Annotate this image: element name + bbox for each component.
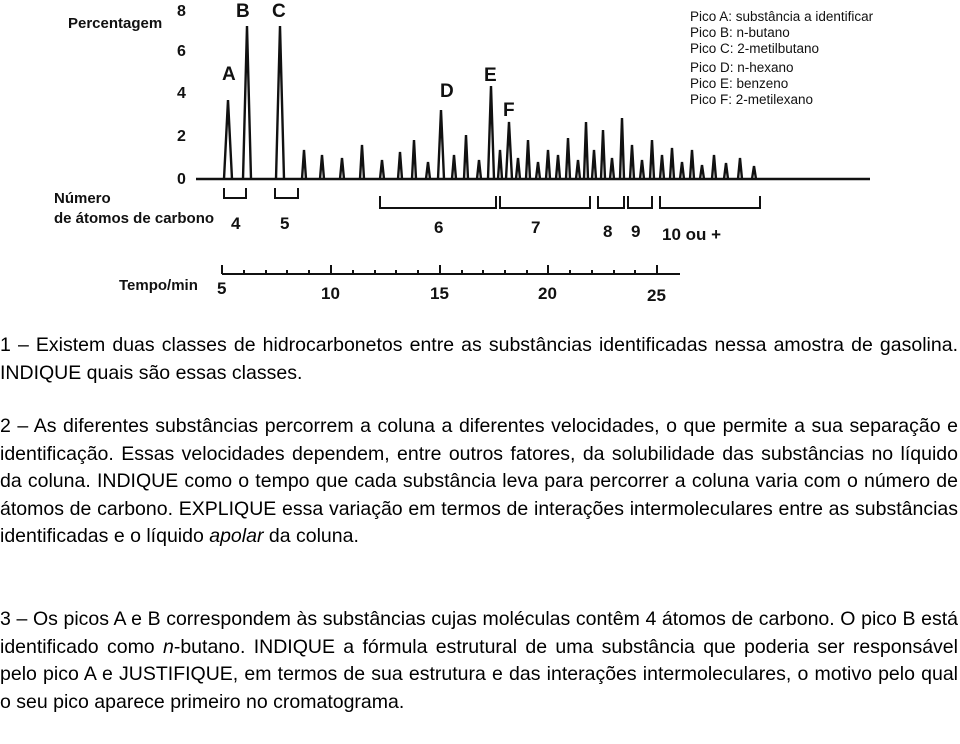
time-tick: 5	[217, 279, 227, 298]
peak-label-d: D	[440, 81, 454, 102]
carbon-number: 6	[434, 218, 444, 237]
legend-item: Pico B: n-butano	[690, 25, 790, 40]
legend-item: Pico C: 2-metilbutano	[690, 41, 820, 56]
chromatogram-figure	[0, 0, 960, 320]
time-axis	[222, 265, 680, 274]
carbon-number: 7	[531, 218, 541, 237]
question-3-text: 3 – Os picos A e B correspondem às substâncias cujas moléculas contêm 4 átomos de carbono. O pico B está identificado como	[0, 608, 958, 658]
time-tick: 10	[321, 284, 340, 303]
y-axis-label: Percentagem	[68, 15, 163, 32]
y-tick: 4	[177, 85, 186, 102]
legend-item: Pico E: benzeno	[690, 76, 789, 91]
carbon-number: 9	[631, 222, 641, 241]
peak-label-b: B	[236, 1, 250, 22]
time-tick: 15	[430, 284, 449, 303]
carbon-number: 8	[603, 222, 613, 241]
question-1	[0, 332, 958, 387]
y-tick: 8	[177, 3, 186, 20]
time-tick: 25	[647, 286, 666, 305]
peak-label-a: A	[222, 64, 236, 85]
question-2-text-end: da coluna.	[268, 525, 359, 547]
question-2-text: 2 – As diferentes substâncias percorrem a coluna a diferentes velocidades, o que permite a sua separação e identificação. Essas velocidades dependem, entre outros fatores, da solubilidade das substâncias no líquido da coluna. INDIQUE como o tempo que cada substância leva para percorrer a coluna varia com o número de átomos de carbono. EXPLIQUE essa variação em termos de interações intermoleculares entre as substâncias identificadas e o líquido	[0, 415, 958, 547]
question-3-italic: n	[162, 635, 174, 658]
legend	[690, 9, 874, 107]
legend-item: Pico A: substância a identificar	[690, 9, 874, 24]
carbon-brackets	[224, 188, 760, 208]
y-tick: 6	[177, 43, 186, 60]
y-tick: 0	[177, 171, 186, 188]
peak-label-e: E	[484, 65, 497, 86]
carbon-axis-label: de átomos de carbono	[54, 210, 215, 227]
carbon-number: 5	[280, 214, 290, 233]
carbon-number: 4	[231, 214, 241, 233]
carbon-axis-label: Número	[54, 190, 111, 207]
question-1-text: 1 – Existem duas classes de hidrocarbonetos entre as substâncias identificadas nessa amostra de gasolina. INDIQUE quais são essas classes.	[0, 334, 958, 384]
y-tick: 2	[177, 128, 186, 145]
peak-label-c: C	[272, 1, 286, 22]
time-axis-label: Tempo/min	[119, 277, 198, 294]
legend-item: Pico F: 2-metilexano	[690, 92, 814, 107]
peak-label-f: F	[503, 100, 515, 121]
carbon-number: 10 ou +	[662, 225, 722, 244]
question-2	[0, 413, 958, 551]
question-3-text-end: -butano. INDIQUE a fórmula estrutural de uma substância que poderia ser responsável pelo pico A e JUSTIFIQUE, em termos de sua estrutura e das interações intermoleculares, o motivo pelo qual o seu pico aparece primeiro no cromatograma.	[0, 635, 958, 713]
question-3	[0, 606, 958, 716]
legend-item: Pico D: n-hexano	[690, 60, 794, 75]
time-tick: 20	[538, 284, 557, 303]
question-2-italic: apolar	[209, 525, 264, 547]
